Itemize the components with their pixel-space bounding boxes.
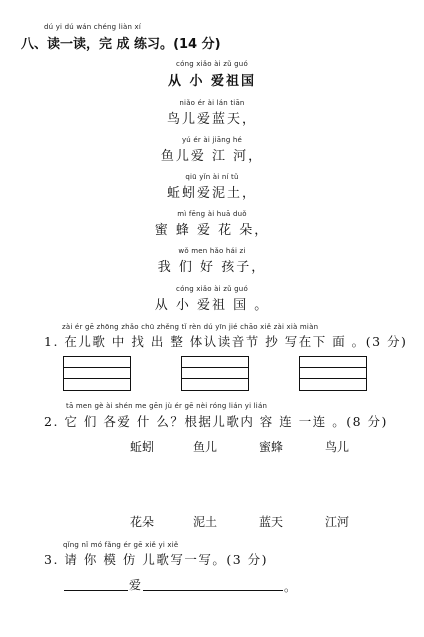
q2-text	[44, 412, 388, 430]
q2-pinyin: tā men gè ài shén me gēn jù ér gē nèi róng lián yi lián	[66, 402, 268, 410]
section-title	[21, 33, 221, 52]
poem-line-2-pinyin: yú ér ài jiāng hé	[181, 136, 243, 144]
poem-line-3-pinyin: qiū yǐn ài ní tǔ	[185, 173, 239, 181]
section-title-text: 八、读一读，完 成 练习。	[21, 37, 174, 52]
poem-line-1: 鸟儿爱蓝天，	[166, 112, 257, 127]
section-score: (14 分)	[173, 37, 221, 52]
top-word-fish[interactable]: 鱼儿	[193, 440, 218, 454]
q3-middle-word: 爱	[129, 578, 142, 592]
q3-text	[44, 550, 268, 568]
top-word-earthworm[interactable]: 蚯蚓	[130, 440, 155, 454]
poem-line-1-pinyin: niǎo ér ài lán tiān	[179, 99, 245, 107]
poem-line-5-pinyin: wǒ men hǎo hái zi	[178, 247, 246, 255]
q2-number: 2.	[44, 414, 59, 429]
top-word-bird[interactable]: 鸟儿	[325, 440, 350, 454]
q1-question: 在儿歌 中 找 出 整 体认读音节 抄 写在下 面 。	[64, 334, 366, 349]
q3-question: 请 你 模 仿 儿歌写一写。	[64, 552, 227, 567]
q3-number: 3.	[44, 552, 59, 567]
bottom-word-soil[interactable]: 泥土	[193, 515, 218, 529]
poem-line-4-pinyin: mì fēng ài huā duǒ	[177, 210, 247, 218]
q1-text	[44, 332, 407, 350]
q2-question: 它 们 各爱 什 么？根据儿歌内 容 连 一连 。	[64, 414, 347, 429]
q1-score: (3 分)	[365, 334, 408, 349]
poem-title-pinyin: cóng xiǎo ài zǔ guó	[176, 60, 248, 68]
q1-pinyin: zài ér gē zhōng zhǎo chū zhěng tǐ rèn dú yīn jié chāo xiě zài xià miàn	[62, 323, 319, 331]
bottom-word-sky[interactable]: 蓝天	[259, 515, 284, 529]
q3-blank-object[interactable]	[143, 590, 283, 591]
answer-box-2[interactable]	[181, 356, 249, 391]
top-word-bee[interactable]: 蜜蜂	[259, 440, 284, 454]
q3-end-mark: 。	[284, 580, 297, 594]
answer-box-3[interactable]	[299, 356, 367, 391]
q3-pinyin: qǐng nǐ mó fǎng ér gē xiě yi xiě	[63, 541, 179, 549]
poem-line-6-pinyin: cóng xiǎo ài zǔ guó	[176, 285, 248, 293]
poem-line-4: 蜜 蜂 爱 花 朵，	[154, 223, 270, 238]
q3-blank-subject[interactable]	[64, 590, 128, 591]
poem-line-3: 蚯蚓爱泥土，	[166, 186, 257, 201]
q2-score: (8 分)	[346, 414, 388, 429]
poem-line-6: 从 小 爱祖 国 。	[154, 298, 270, 313]
section-title-pinyin: dú yi dú wán chéng liàn xí	[44, 23, 142, 31]
poem-line-2: 鱼儿爱 江 河，	[160, 149, 264, 164]
poem-title: 从 小 爱祖国	[167, 74, 257, 89]
q3-score: (3 分)	[226, 552, 269, 567]
q1-number: 1.	[44, 334, 59, 349]
answer-box-1[interactable]	[63, 356, 131, 391]
bottom-word-river[interactable]: 江河	[325, 515, 350, 529]
poem-line-5: 我 们 好 孩子，	[157, 260, 267, 275]
bottom-word-flower[interactable]: 花朵	[130, 515, 155, 529]
